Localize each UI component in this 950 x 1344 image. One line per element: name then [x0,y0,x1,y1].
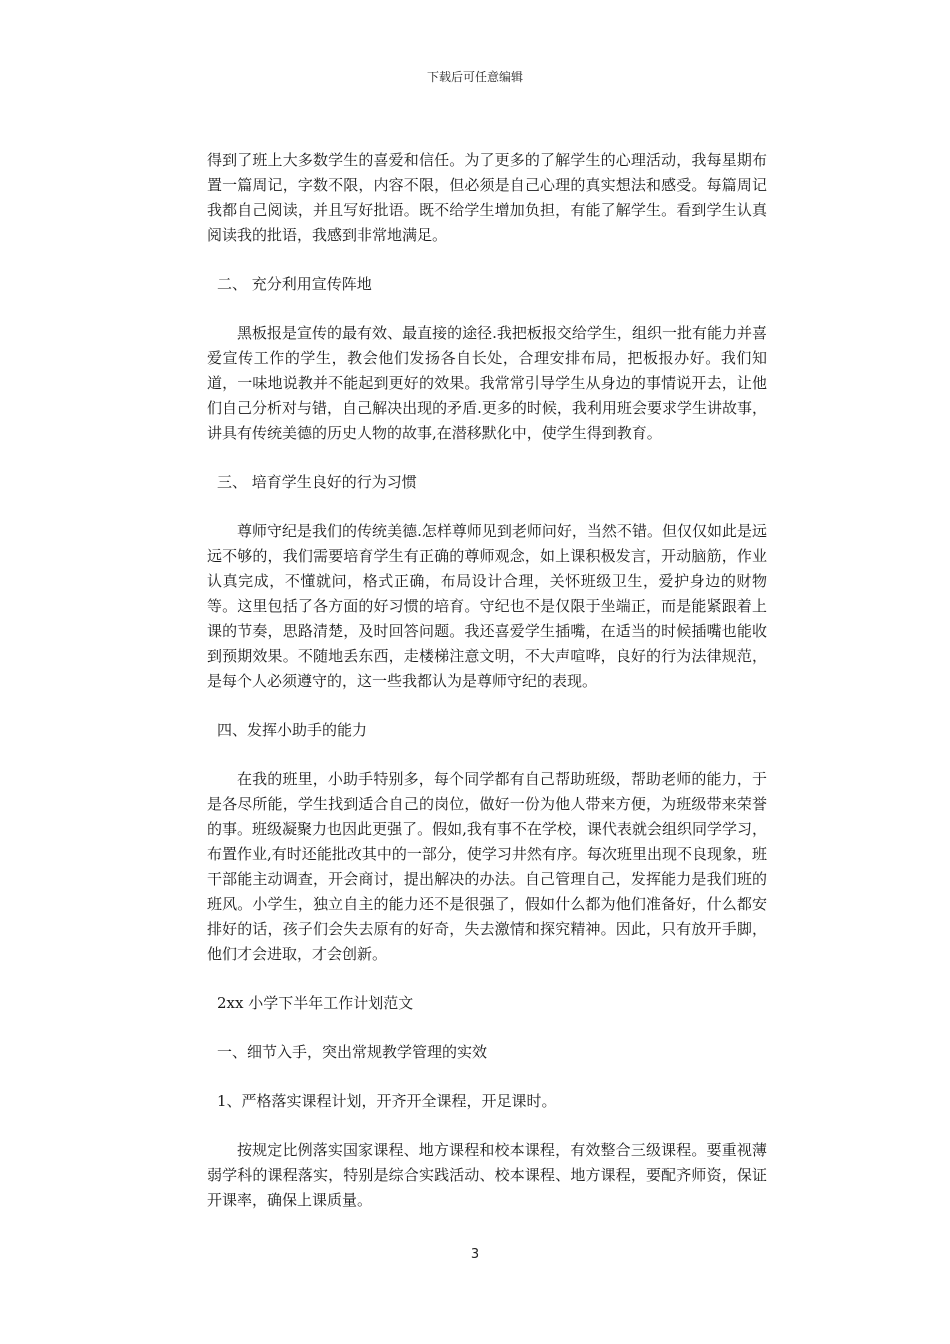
subsection-heading-1: 1、严格落实课程计划，开齐开全课程，开足课时。 [217,1092,557,1110]
page-header: 下载后可任意编辑 [426,70,523,84]
paragraph-helpers: 在我的班里，小助手特别多，每个同学都有自己帮助班级，帮助老师的能力，于是各尽所能，学生找到适合自己的岗位，做好一份为他人带来方便，为班级带来荣誉的事。班级凝聚力也因此更强了。假如,我有事不在学校，课代表就会组织同学学习，布置作业,有时还能批改其中的一部分，使学习井然有序。每次班里出现不良现象，班干部能主动调查，开会商讨，提出解决的办法。自己管理自己，发挥能力是我们班的班风。小学生，独立自主的能力还不是很强了，假如什么都为他们准备好，什么都安排好的话，孩子们会失去原有的好奇，失去激情和探究精神。因此，只有放开手脚，他们才会进取，才会创新。 [207,770,767,963]
section-heading-4: 四、发挥小助手的能力 [217,721,368,739]
paragraph-curriculum: 按规定比例落实国家课程、地方课程和校本课程，有效整合三级课程。要重视薄弱学科的课程落实，特别是综合实践活动、校本课程、地方课程，要配齐师资，保证开课率，确保上课质量。 [207,1141,767,1209]
section-heading-3: 三、 培育学生良好的行为习惯 [217,473,417,491]
page-number: 3 [470,1247,480,1262]
document-subtitle: 2xx 小学下半年工作计划范文 [217,994,414,1012]
document-body [207,148,767,1237]
section-heading-2: 二、 充分利用宣传阵地 [217,275,372,293]
paragraph-habits: 尊师守纪是我们的传统美德.怎样尊师见到老师问好，当然不错。但仅仅如此是远远不够的，我们需要培育学生有正确的尊师观念，如上课积极发言，开动脑筋，作业认真完成，不懂就问，格式正确，布局设计合理，关怀班级卫生，爱护身边的财物等。这里包括了各方面的好习惯的培育。守纪也不是仅限于坐端正，而是能紧跟着上课的节奏，思路清楚，及时回答问题。我还喜爱学生插嘴，在适当的时候插嘴也能收到预期效果。不随地丢东西，走楼梯注意文明，不大声喧哗，良好的行为法律规范，是每个人必须遵守的，这一些我都认为是尊师守纪的表现。 [207,522,767,690]
section-heading-plan-1: 一、细节入手，突出常规教学管理的实效 [217,1043,488,1061]
paragraph-blackboard: 黑板报是宣传的最有效、最直接的途径.我把板报交给学生，组织一批有能力并喜爱宣传工作的学生，教会他们发扬各自长处，合理安排布局，把板报办好。我们知道，一味地说教并不能起到更好的效果。我常常引导学生从身边的事情说开去，让他们自己分析对与错，自己解决出现的矛盾.更多的时候，我利用班会要求学生讲故事，讲具有传统美德的历史人物的故事,在潜移默化中，使学生得到教育。 [207,324,767,442]
paragraph-continuation: 得到了班上大多数学生的喜爱和信任。为了更多的了解学生的心理活动，我每星期布置一篇周记，字数不限，内容不限，但必须是自己心理的真实想法和感受。每篇周记我都自己阅读，并且写好批语。既不给学生增加负担，有能了解学生。看到学生认真阅读我的批语，我感到非常地满足。 [207,151,767,244]
